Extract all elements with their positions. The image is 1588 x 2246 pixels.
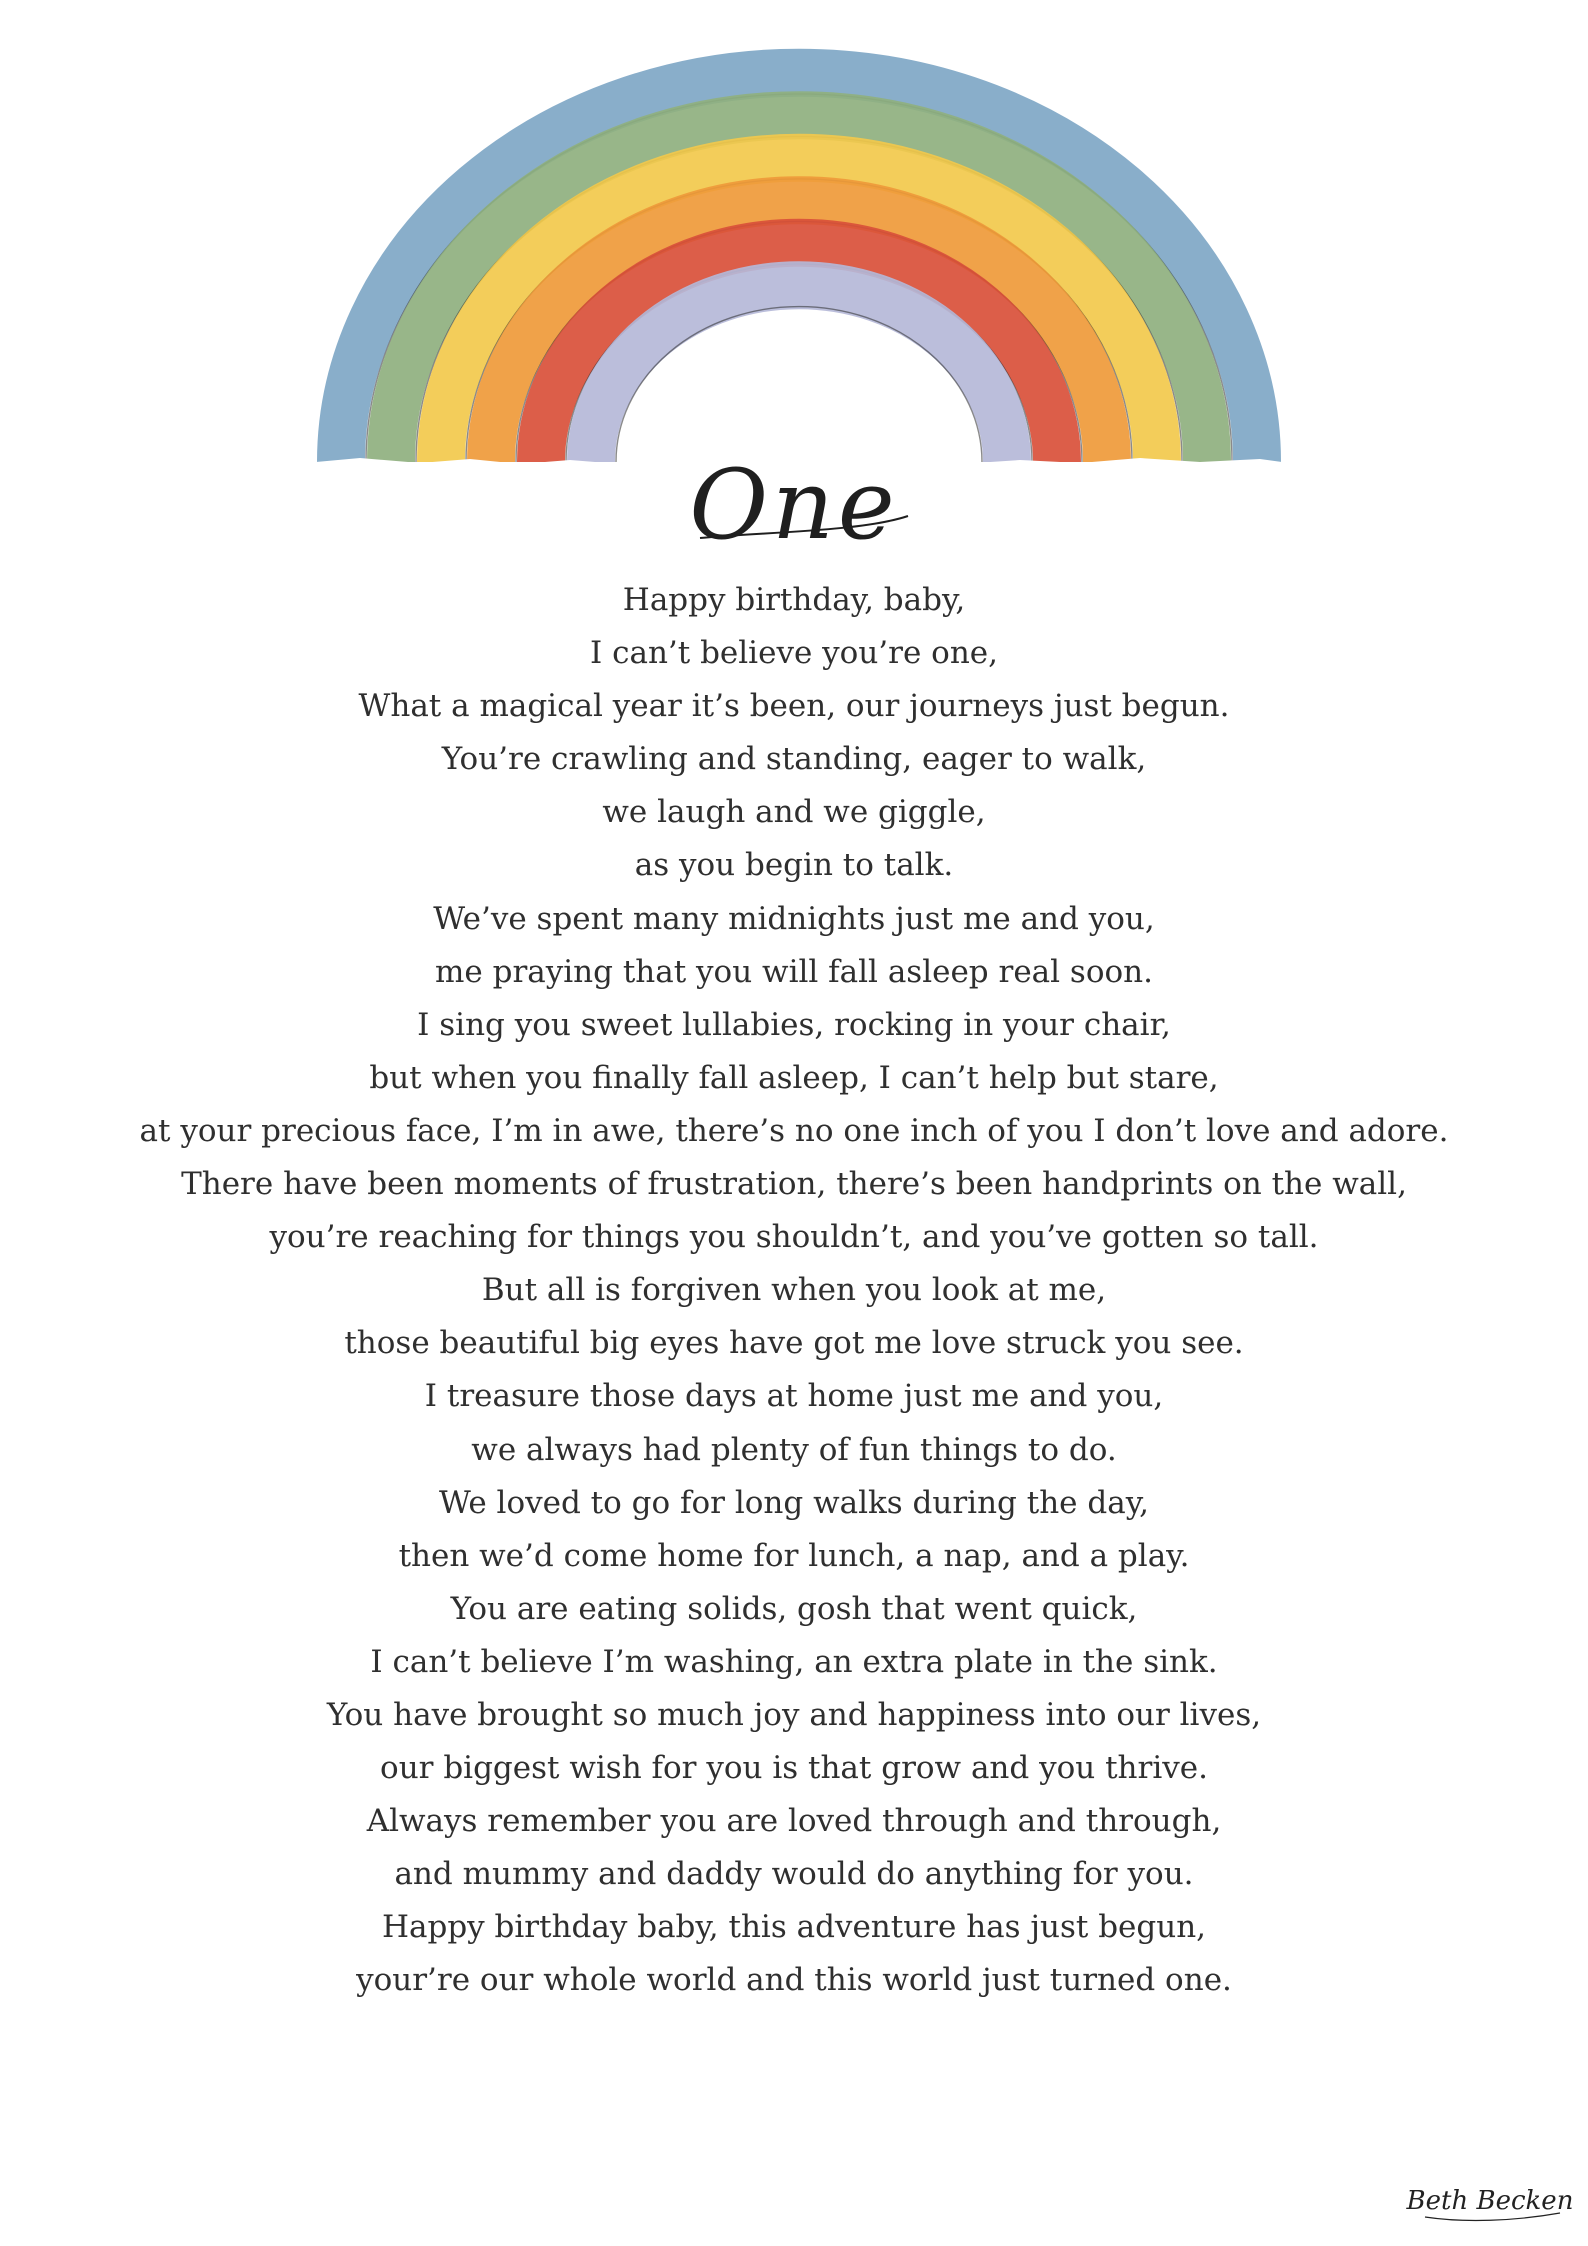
poem-line: our biggest wish for you is that grow and you thrive.: [380, 1750, 1208, 1787]
poem-line: at your precious face, I’m in awe, there’s no one inch of you I don’t love and adore.: [139, 1112, 1449, 1149]
poem-line: You have brought so much joy and happiness into our lives,: [326, 1696, 1262, 1733]
poem-line: We’ve spent many midnights just me and you,: [433, 900, 1155, 937]
poem-line: Happy birthday, baby,: [622, 582, 966, 618]
poem-line: and mummy and daddy would do anything for you.: [394, 1856, 1194, 1893]
poem-line: I sing you sweet lullabies, rocking in your chair,: [417, 1006, 1171, 1043]
poem-line: but when you finally fall asleep, I can’t help but stare,: [369, 1059, 1219, 1096]
poem-line: then we’d come home for lunch, a nap, and a play.: [398, 1537, 1190, 1574]
poem-title: [0, 420, 1588, 570]
poem-line: those beautiful big eyes have got me love struck you see.: [344, 1325, 1244, 1362]
poem-line: You’re crawling and standing, eager to walk,: [441, 741, 1147, 778]
poem-line: your’re our whole world and this world just turned one.: [356, 1962, 1232, 1999]
poem-title-text: One: [689, 449, 899, 561]
poem-line: we always had plenty of fun things to do.: [471, 1431, 1117, 1468]
poem-line: We loved to go for long walks during the day,: [439, 1484, 1149, 1521]
poem-line: But all is forgiven when you look at me,: [481, 1272, 1107, 1309]
poem-line: I can’t believe you’re one,: [590, 635, 998, 672]
poem-line: Happy birthday baby, this adventure has just begun,: [381, 1909, 1207, 1946]
poem-line: What a magical year it’s been, our journeys just begun.: [358, 688, 1230, 725]
signature-text: Beth Becken: [1406, 2186, 1574, 2216]
poem-line: Always remember you are loved through and through,: [366, 1803, 1222, 1840]
poem-body: [0, 574, 1588, 2008]
poem-line: you’re reaching for things you shouldn’t, and you’ve gotten so tall.: [269, 1219, 1319, 1256]
poem-line: There have been moments of frustration, there’s been handprints on the wall,: [181, 1166, 1407, 1203]
poem-line: me praying that you will fall asleep real soon.: [435, 953, 1153, 990]
poem-line: as you begin to talk.: [634, 847, 954, 884]
poem-line: I can’t believe I’m washing, an extra plate in the sink.: [370, 1643, 1218, 1680]
poem-line: I treasure those days at home just me and you,: [424, 1378, 1164, 1415]
rainbow-arcs: [341, 73, 1257, 462]
poem-line: You are eating solids, gosh that went quick,: [450, 1590, 1138, 1627]
poem-line: we laugh and we giggle,: [602, 794, 986, 831]
artist-signature: [1405, 2165, 1575, 2235]
rainbow-illustration: [0, 0, 1588, 480]
